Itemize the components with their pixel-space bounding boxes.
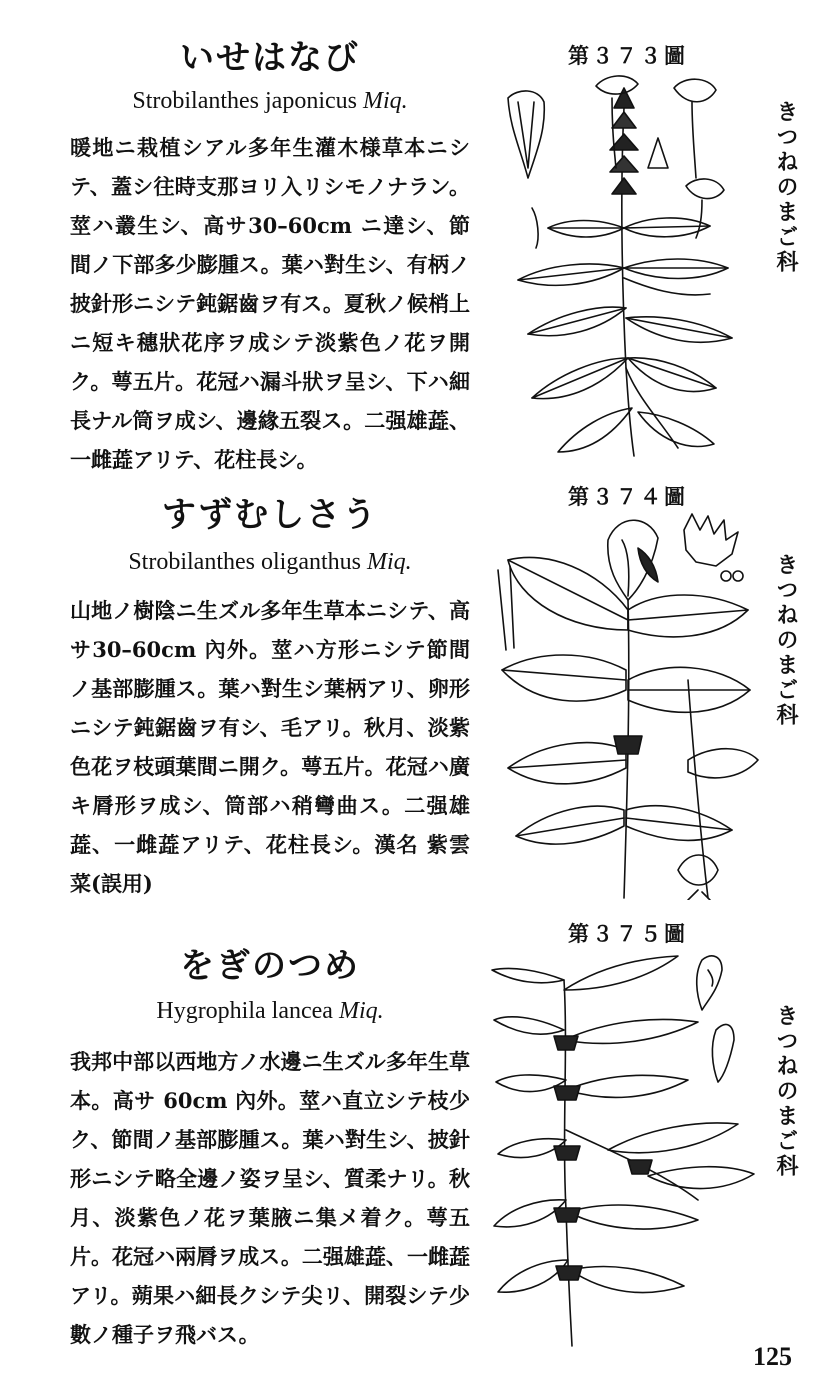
plant-illustration-strobilanthes-japonicus: [488, 68, 760, 458]
species-description: 山地ノ樹陰ニ生ズル多年生草本ニシテ、高サ30–60cm 內外。莖ハ方形ニシテ節間ノ基部膨腫ス。葉ハ對生シ葉柄アリ、卵形ニシテ鈍鋸齒ヲ有シ、毛アリ。秋月、淡紫色花ヲ枝頭葉間ニ開ク。萼五片。花冠ハ廣キ脣形ヲ成シ、筒部ハ稍彎曲ス。二强雄蕋、一雌蕋アリテ、花柱長シ。漢名 紫雲菜(誤用): [70, 598, 470, 896]
family-label: きつねのまご科: [773, 1004, 799, 1179]
japanese-name: すずむしさう: [161, 495, 379, 535]
scientific-name: [60, 88, 480, 115]
species-description: 暖地ニ栽植シアル多年生灌木様草本ニシテ、蓋シ往時支那ヨリ入リシモノナラン。莖ハ叢生シ、高サ30–60cm ニ達シ、節間ノ下部多少膨腫ス。葉ハ對生シ、有柄ノ披針形ニシテ鈍鋸齒ヲ有ス。夏秋ノ候梢上ニ短キ穗狀花序ヲ成シテ淡紫色ノ花ヲ開ク。萼五片。花冠ハ漏斗狀ヲ呈シ、下ハ細長ナル筒ヲ成シ、邊緣五裂ス。二强雄蕋、一雌蕋アリテ、花柱長シ。: [70, 135, 470, 472]
scientific-name: [60, 998, 480, 1025]
family-label: きつねのまご科: [773, 100, 799, 275]
figure-label: 第３７５圖: [568, 921, 688, 946]
scientific-genus-species: Strobilanthes oliganthus: [128, 549, 361, 575]
family-label: きつねのまご科: [773, 553, 799, 728]
page-number: 125: [753, 1342, 792, 1371]
species-description: 我邦中部以西地方ノ水邊ニ生ズル多年生草本。高サ 60cm 內外。莖ハ直立シテ枝少ク、節間ノ基部膨腫ス。葉ハ對生シ、披針形ニシテ略全邊ノ姿ヲ呈シ、質柔ナリ。秋月、淡紫色ノ花ヲ葉腋ニ集メ着ク。萼五片。花冠ハ兩脣ヲ成ス。二强雄蕋、一雌蕋アリ。蒴果ハ細長クシテ尖リ、開裂シテ少數ノ種子ヲ飛バス。: [70, 1049, 470, 1347]
plant-illustration-hygrophila-lancea: [488, 950, 760, 1348]
entry-suzumushisou: [0, 465, 840, 910]
plant-illustration-strobilanthes-oliganthus: [488, 510, 760, 900]
scientific-genus-species: Hygrophila lancea: [156, 998, 333, 1024]
figure-label: 第３７３圖: [568, 43, 688, 68]
japanese-name: いせはなび: [180, 38, 360, 78]
scientific-genus-species: Strobilanthes japonicus: [132, 88, 357, 114]
figure-label: 第３７４圖: [568, 484, 688, 509]
scientific-author: Miq.: [362, 88, 408, 114]
scientific-author: Miq.: [338, 998, 384, 1024]
entry-oginotsume: [0, 910, 840, 1350]
scientific-author: Miq.: [366, 549, 412, 575]
entry-isehanabi: [0, 0, 840, 472]
scientific-name: [60, 549, 480, 576]
japanese-name: をぎのつめ: [180, 946, 360, 986]
